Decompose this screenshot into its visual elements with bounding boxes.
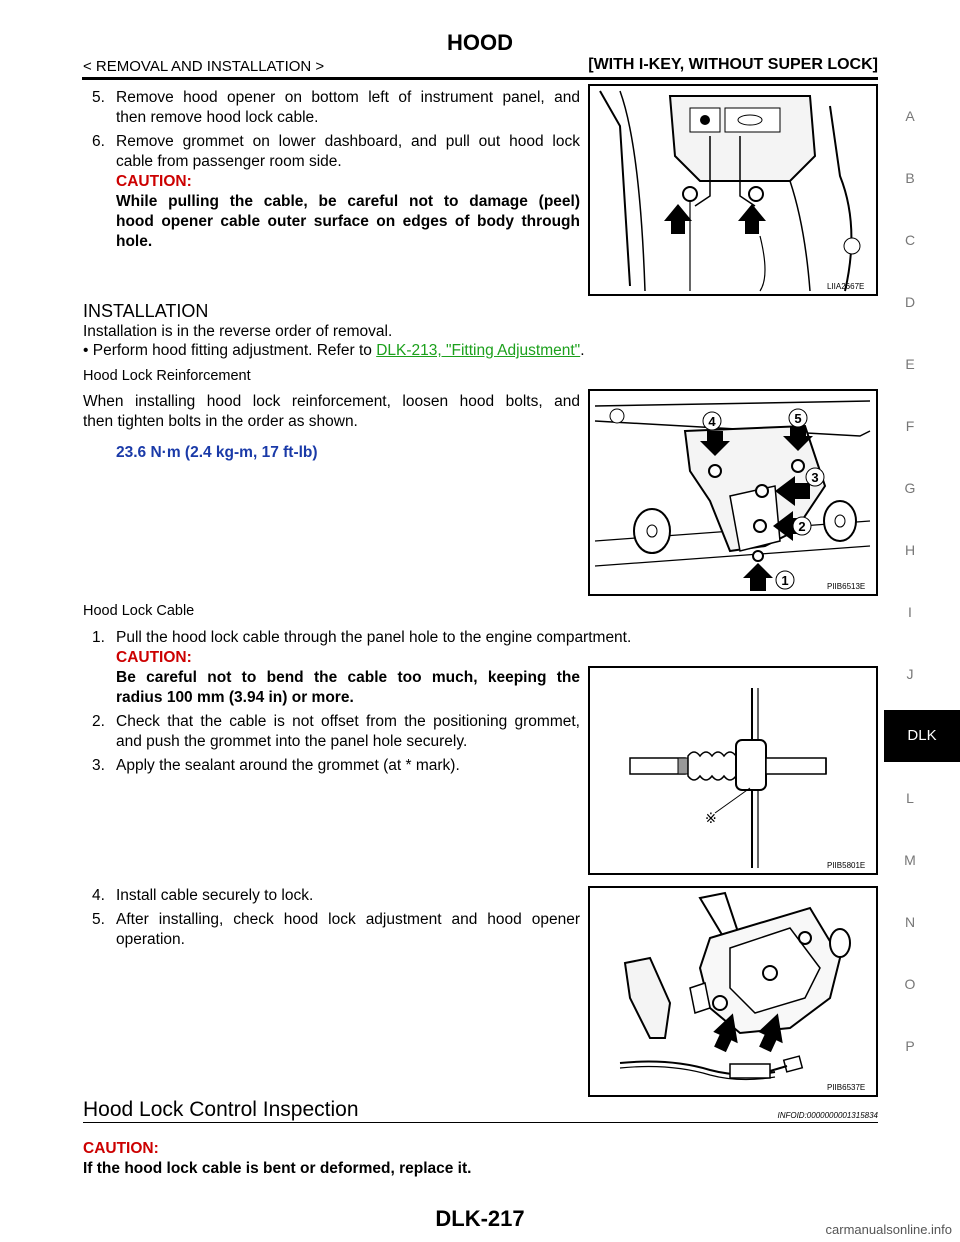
side-index-c[interactable]: C bbox=[904, 232, 916, 248]
figure-hood-opener bbox=[588, 84, 878, 296]
step-text: and push the grommet into the panel hole securely. bbox=[116, 733, 468, 750]
breadcrumb: < REMOVAL AND INSTALLATION > bbox=[83, 58, 325, 75]
paragraph: Installation is in the reverse order of removal. bbox=[83, 323, 393, 340]
side-index-n[interactable]: N bbox=[904, 914, 916, 930]
side-index-g[interactable]: G bbox=[904, 480, 916, 496]
figure-hood-lock-cable bbox=[588, 886, 878, 1097]
step-text: Remove hood opener on bottom left of instrument panel, and bbox=[116, 89, 580, 106]
side-index-p[interactable]: P bbox=[905, 1038, 915, 1054]
step-text: Check that the cable is not offset from the positioning grommet, bbox=[116, 713, 580, 730]
reinforcement-illustration bbox=[590, 391, 876, 594]
caution-text: While pulling the cable, be careful not to damage (peel) bbox=[116, 193, 580, 210]
paragraph: then tighten bolts in the order as shown. bbox=[83, 413, 358, 430]
step-number: 2. bbox=[92, 713, 105, 730]
subheading-cable: Hood Lock Cable bbox=[83, 603, 195, 619]
info-id: INFOID:0000000001315834 bbox=[777, 1111, 878, 1120]
watermark: carmanualsonline.info bbox=[825, 1222, 952, 1237]
paragraph: When installing hood lock reinforcement, loosen hood bolts, and bbox=[83, 393, 580, 410]
step-text: After installing, check hood lock adjustment and hood opener bbox=[116, 911, 580, 928]
step-number: 6. bbox=[92, 133, 105, 150]
step-text: Remove grommet on lower dashboard, and pull out hood lock bbox=[116, 133, 580, 150]
caution-text: Be careful not to bend the cable too much, keeping the bbox=[116, 669, 580, 686]
hood-lock-cable-illustration bbox=[590, 888, 876, 1095]
side-index-l[interactable]: L bbox=[906, 790, 914, 806]
side-index-e[interactable]: E bbox=[905, 356, 915, 372]
step-number: 3. bbox=[92, 757, 105, 774]
page-title: HOOD bbox=[447, 30, 513, 55]
step-text: operation. bbox=[116, 931, 185, 948]
step-number: 5. bbox=[92, 911, 105, 928]
caution-text: radius 100 mm (3.94 in) or more. bbox=[116, 689, 354, 706]
step-number: 5. bbox=[92, 89, 105, 106]
caution-label: CAUTION: bbox=[83, 1140, 159, 1157]
side-index-m[interactable]: M bbox=[904, 852, 916, 868]
bolt-label-3: 3 bbox=[811, 470, 819, 485]
bolt-label-2: 2 bbox=[798, 519, 806, 534]
side-index-b[interactable]: B bbox=[905, 170, 915, 186]
side-index-o[interactable]: O bbox=[904, 976, 916, 992]
figure-id: LIIA2667E bbox=[827, 282, 865, 291]
caution-text: hole. bbox=[116, 233, 153, 250]
header-rule bbox=[82, 77, 878, 80]
caution-label: CAUTION: bbox=[116, 173, 192, 190]
page-number: DLK-217 bbox=[435, 1206, 525, 1231]
fitting-adjustment-link[interactable]: DLK-213, "Fitting Adjustment" bbox=[376, 342, 581, 359]
step-text: Install cable securely to lock. bbox=[116, 887, 314, 904]
step-number: 4. bbox=[92, 887, 105, 904]
figure-id: PIIB5801E bbox=[827, 861, 866, 870]
bolt-label-5: 5 bbox=[794, 411, 802, 426]
figure-hood-lock-reinforcement bbox=[588, 389, 878, 596]
bolt-label-4: 4 bbox=[708, 414, 716, 429]
side-index-a[interactable]: A bbox=[905, 108, 915, 124]
step-text: then remove hood lock cable. bbox=[116, 109, 319, 126]
section-heading-inspection: Hood Lock Control Inspection bbox=[83, 1098, 359, 1121]
side-index-dlk[interactable]: DLK bbox=[884, 710, 960, 762]
hood-opener-illustration bbox=[590, 86, 876, 294]
variant-label: [WITH I-KEY, WITHOUT SUPER LOCK] bbox=[588, 56, 878, 73]
subheading-reinforcement: Hood Lock Reinforcement bbox=[83, 368, 251, 384]
side-index-i[interactable]: I bbox=[908, 604, 912, 620]
caution-text: If the hood lock cable is bent or deformed, replace it. bbox=[83, 1160, 472, 1177]
step-text: Apply the sealant around the grommet (at * mark). bbox=[116, 757, 460, 774]
bolt-label-1: 1 bbox=[781, 573, 789, 588]
bullet-text: . bbox=[580, 342, 585, 359]
side-index-j[interactable]: J bbox=[906, 666, 914, 682]
figure-id: PIIB6513E bbox=[827, 582, 866, 591]
figure-cable-grommet bbox=[588, 666, 878, 875]
step-number: 1. bbox=[92, 629, 105, 646]
paragraph bbox=[83, 341, 585, 361]
section-rule bbox=[83, 1122, 878, 1123]
caution-text: hood opener cable outer surface on edges of body through bbox=[116, 213, 580, 230]
torque-spec: 23.6 N·m (2.4 kg-m, 17 ft-lb) bbox=[116, 444, 318, 461]
step-text: cable from passenger room side. bbox=[116, 153, 342, 170]
step-text: Pull the hood lock cable through the panel hole to the engine compartment. bbox=[116, 629, 632, 646]
grommet-illustration bbox=[590, 668, 876, 873]
caution-label: CAUTION: bbox=[116, 649, 192, 666]
side-index-h[interactable]: H bbox=[904, 542, 916, 558]
side-index-d[interactable]: D bbox=[904, 294, 916, 310]
side-index-f[interactable]: F bbox=[905, 418, 915, 434]
bullet-text: • Perform hood fitting adjustment. Refer to bbox=[83, 342, 377, 359]
section-heading-installation: INSTALLATION bbox=[83, 301, 209, 321]
figure-id: PIIB6537E bbox=[827, 1083, 866, 1092]
sealant-mark: ※ bbox=[705, 811, 717, 827]
